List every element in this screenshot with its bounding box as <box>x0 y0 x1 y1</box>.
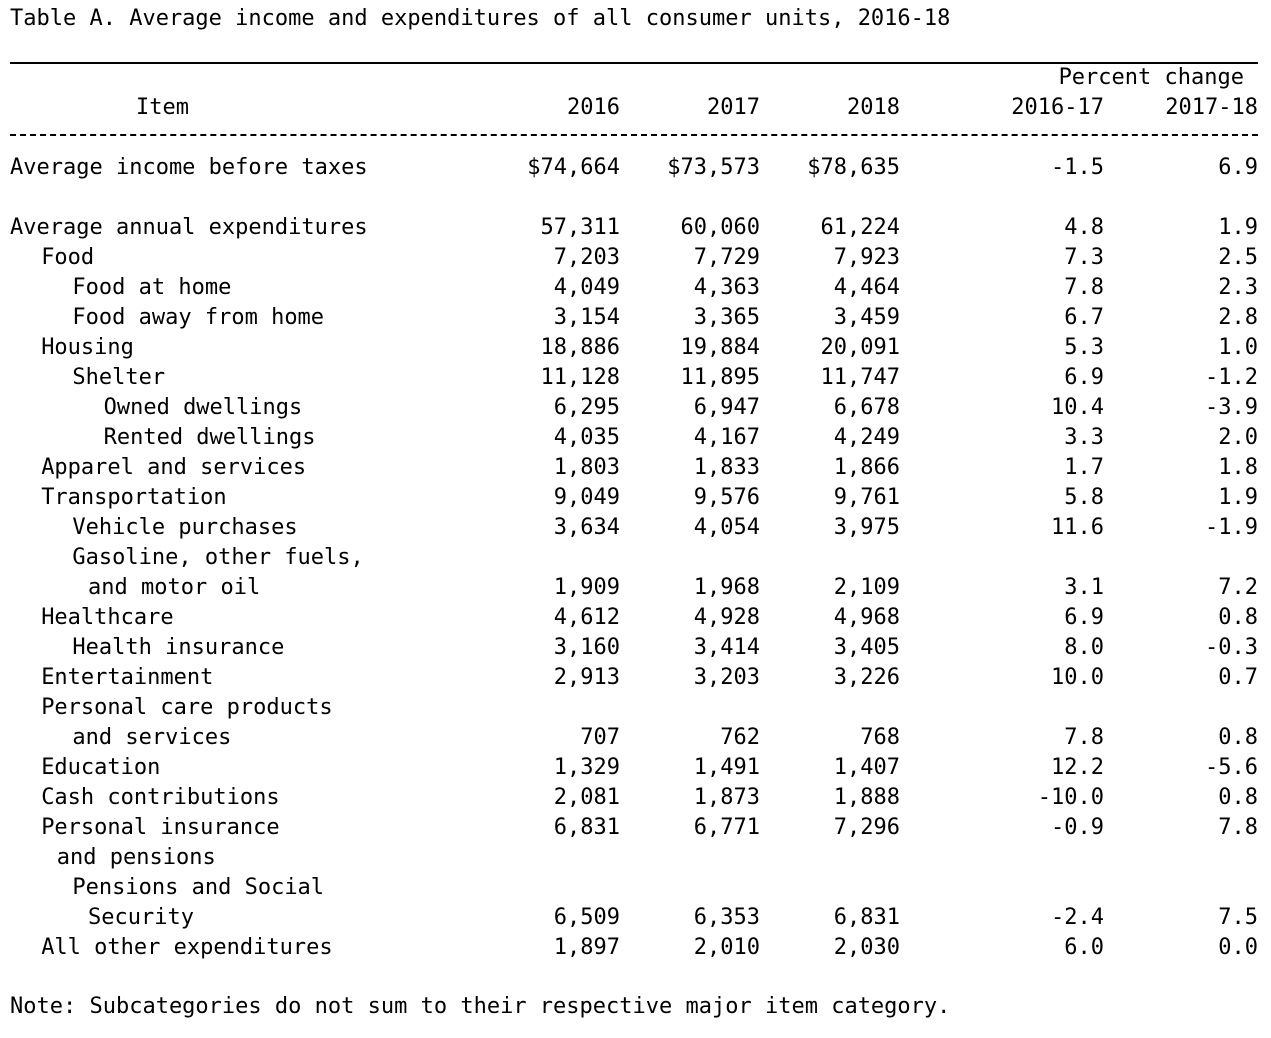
cell-2016: 7,203 <box>553 245 620 270</box>
row-label: Entertainment <box>41 665 214 690</box>
cell-2018: 1,866 <box>833 455 900 480</box>
cell-2017: 762 <box>720 725 760 750</box>
cell-pc-2017-18: 0.0 <box>1218 935 1258 960</box>
row-label: Healthcare <box>41 605 174 630</box>
cell-2016: 9,049 <box>553 485 620 510</box>
cell-pc-2017-18: -1.2 <box>1205 365 1258 390</box>
row-label: Owned dwellings <box>103 395 303 420</box>
row-label: Food away from home <box>72 305 325 330</box>
cell-2018: 61,224 <box>820 215 900 240</box>
row-label: Food at home <box>72 275 232 300</box>
cell-2018: 6,831 <box>833 905 900 930</box>
cell-2018: 3,459 <box>833 305 900 330</box>
row-label: Pensions and Social <box>72 875 325 900</box>
cell-2018: 1,407 <box>833 755 900 780</box>
cell-2017: 6,947 <box>693 395 760 420</box>
cell-pc-2017-18: -3.9 <box>1205 395 1258 420</box>
cell-pc-2016-17: 7.3 <box>1064 245 1104 270</box>
cell-pc-2016-17: -0.9 <box>1051 815 1104 840</box>
row-label: Average income before taxes <box>10 155 368 180</box>
cell-2018: 768 <box>860 725 900 750</box>
row-label: Apparel and services <box>41 455 307 480</box>
cell-pc-2016-17: 10.0 <box>1051 665 1104 690</box>
row-label: Vehicle purchases <box>72 515 298 540</box>
cell-2018: 3,405 <box>833 635 900 660</box>
cell-2016: 1,329 <box>553 755 620 780</box>
cell-2016: 4,035 <box>553 425 620 450</box>
cell-2016: 1,909 <box>553 575 620 600</box>
cell-2018: 4,249 <box>833 425 900 450</box>
row-label: Education <box>41 755 161 780</box>
cell-pc-2017-18: 7.2 <box>1218 575 1258 600</box>
cell-2018: 3,226 <box>833 665 900 690</box>
cell-2018: 1,888 <box>833 785 900 810</box>
cell-pc-2016-17: 3.1 <box>1064 575 1104 600</box>
cell-pc-2017-18: -5.6 <box>1205 755 1258 780</box>
cell-pc-2017-18: 0.8 <box>1218 785 1258 810</box>
header-2017: 2017 <box>707 95 760 120</box>
cell-2017: 6,771 <box>693 815 760 840</box>
cell-pc-2016-17: 1.7 <box>1064 455 1104 480</box>
cell-pc-2017-18: 7.8 <box>1218 815 1258 840</box>
cell-2017: 3,365 <box>693 305 760 330</box>
cell-2016: 18,886 <box>540 335 620 360</box>
cell-pc-2017-18: 0.7 <box>1218 665 1258 690</box>
table-title: Table A. Average income and expenditures of all consumer units, 2016-18 <box>10 6 951 31</box>
cell-2018: 11,747 <box>820 365 900 390</box>
cell-pc-2017-18: 6.9 <box>1218 155 1258 180</box>
cell-2017: 11,895 <box>680 365 760 390</box>
cell-pc-2016-17: 8.0 <box>1064 635 1104 660</box>
cell-2016: 6,295 <box>553 395 620 420</box>
cell-pc-2017-18: 0.8 <box>1218 725 1258 750</box>
cell-2016: 1,897 <box>553 935 620 960</box>
header-2016: 2016 <box>567 95 620 120</box>
cell-pc-2017-18: 0.8 <box>1218 605 1258 630</box>
cell-pc-2016-17: 6.0 <box>1064 935 1104 960</box>
cell-2016: 3,634 <box>553 515 620 540</box>
cell-2018: 7,296 <box>833 815 900 840</box>
row-label: Health insurance <box>72 635 285 660</box>
cell-2017: 4,054 <box>693 515 760 540</box>
cell-2016: 2,081 <box>553 785 620 810</box>
row-label: and pensions <box>56 845 216 870</box>
cell-2016: 707 <box>580 725 620 750</box>
row-label: Food <box>41 245 95 270</box>
row-label: Transportation <box>41 485 227 510</box>
header-pc-2016-17: 2016-17 <box>1011 95 1104 120</box>
cell-2017: 4,167 <box>693 425 760 450</box>
cell-2018: 4,968 <box>833 605 900 630</box>
cell-2018: 20,091 <box>820 335 900 360</box>
cell-2018: 2,109 <box>833 575 900 600</box>
row-label: Cash contributions <box>41 785 280 810</box>
cell-2016: 4,612 <box>553 605 620 630</box>
row-label: and services <box>72 725 232 750</box>
cell-pc-2017-18: -0.3 <box>1205 635 1258 660</box>
cell-pc-2017-18: 1.8 <box>1218 455 1258 480</box>
cell-2017: 3,414 <box>693 635 760 660</box>
row-label: Security <box>88 905 194 930</box>
row-label: and motor oil <box>88 575 261 600</box>
cell-pc-2016-17: 3.3 <box>1064 425 1104 450</box>
cell-pc-2016-17: 6.9 <box>1064 365 1104 390</box>
cell-2016: $74,664 <box>527 155 620 180</box>
cell-pc-2016-17: -1.5 <box>1051 155 1104 180</box>
cell-2017: 60,060 <box>680 215 760 240</box>
cell-2016: 11,128 <box>540 365 620 390</box>
row-label: Personal insurance <box>41 815 280 840</box>
cell-2018: 2,030 <box>833 935 900 960</box>
cell-pc-2016-17: -2.4 <box>1051 905 1104 930</box>
cell-pc-2017-18: 2.0 <box>1218 425 1258 450</box>
header-item: Item <box>136 95 189 120</box>
cell-pc-2016-17: -10.0 <box>1037 785 1104 810</box>
cell-pc-2017-18: 7.5 <box>1218 905 1258 930</box>
cell-pc-2016-17: 12.2 <box>1051 755 1104 780</box>
cell-2018: 4,464 <box>833 275 900 300</box>
cell-2016: 57,311 <box>540 215 620 240</box>
cell-2016: 1,803 <box>553 455 620 480</box>
cell-pc-2016-17: 10.4 <box>1051 395 1104 420</box>
cell-2017: 1,833 <box>693 455 760 480</box>
cell-2017: 3,203 <box>693 665 760 690</box>
cell-pc-2017-18: 2.5 <box>1218 245 1258 270</box>
cell-pc-2017-18: 1.9 <box>1218 215 1258 240</box>
cell-2017: 4,363 <box>693 275 760 300</box>
cell-pc-2016-17: 7.8 <box>1064 725 1104 750</box>
cell-pc-2017-18: 1.0 <box>1218 335 1258 360</box>
header-percent-change: Percent change <box>1058 65 1244 90</box>
header-2018: 2018 <box>847 95 900 120</box>
cell-2018: 3,975 <box>833 515 900 540</box>
cell-pc-2017-18: 1.9 <box>1218 485 1258 510</box>
cell-pc-2017-18: 2.8 <box>1218 305 1258 330</box>
cell-pc-2016-17: 5.8 <box>1064 485 1104 510</box>
cell-2018: 9,761 <box>833 485 900 510</box>
cell-2017: 4,928 <box>693 605 760 630</box>
cell-2016: 6,831 <box>553 815 620 840</box>
cell-pc-2016-17: 11.6 <box>1051 515 1104 540</box>
row-label: Average annual expenditures <box>10 215 368 240</box>
cell-2017: 7,729 <box>693 245 760 270</box>
table-note: Note: Subcategories do not sum to their respective major item category. <box>10 994 951 1019</box>
row-label: Shelter <box>72 365 166 390</box>
row-label: Rented dwellings <box>103 425 316 450</box>
cell-pc-2017-18: 2.3 <box>1218 275 1258 300</box>
cell-pc-2016-17: 4.8 <box>1064 215 1104 240</box>
cell-2016: 3,160 <box>553 635 620 660</box>
header-pc-2017-18: 2017-18 <box>1165 95 1258 120</box>
cell-2016: 2,913 <box>553 665 620 690</box>
cell-2017: 6,353 <box>693 905 760 930</box>
cell-2016: 4,049 <box>553 275 620 300</box>
cell-2018: 6,678 <box>833 395 900 420</box>
cell-2018: 7,923 <box>833 245 900 270</box>
cell-2016: 3,154 <box>553 305 620 330</box>
row-label: All other expenditures <box>41 935 333 960</box>
cell-pc-2016-17: 6.7 <box>1064 305 1104 330</box>
cell-2017: 19,884 <box>680 335 760 360</box>
cell-pc-2016-17: 5.3 <box>1064 335 1104 360</box>
cell-2017: 2,010 <box>693 935 760 960</box>
cell-2017: $73,573 <box>667 155 760 180</box>
cell-2017: 1,873 <box>693 785 760 810</box>
cell-2018: $78,635 <box>807 155 900 180</box>
row-label: Gasoline, other fuels, <box>72 545 364 570</box>
cell-pc-2016-17: 6.9 <box>1064 605 1104 630</box>
row-label: Housing <box>41 335 134 360</box>
cell-2017: 1,491 <box>693 755 760 780</box>
cell-2017: 1,968 <box>693 575 760 600</box>
cell-pc-2017-18: -1.9 <box>1205 515 1258 540</box>
cell-pc-2016-17: 7.8 <box>1064 275 1104 300</box>
cell-2017: 9,576 <box>693 485 760 510</box>
cell-2016: 6,509 <box>553 905 620 930</box>
row-label: Personal care products <box>41 695 333 720</box>
